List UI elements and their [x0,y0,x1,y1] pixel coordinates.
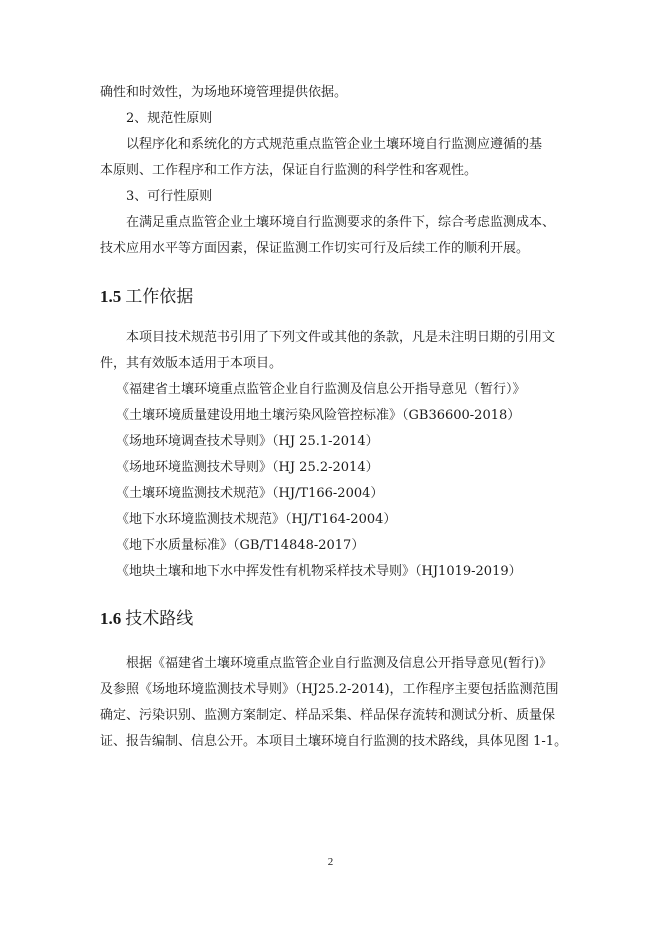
principle-heading: 3、可行性原则 [126,189,213,204]
body-line: 确定、污染识别、监测方案制定、样品采集、样品保存流转和测试分析、质量保 [100,708,556,723]
reference-item: 《场地环境调查技术导则》（HJ 25.1-2014） [116,434,379,449]
reference-item: 《福建省土壤环境重点监管企业自行监测及信息公开指导意见（暂行）》 [116,382,526,397]
body-line: 本原则、工作程序和工作方法，保证自行监测的科学性和客观性。 [100,163,478,178]
body-line: 在满足重点监管企业土壤环境自行监测要求的条件下，综合考虑监测成本、 [126,215,556,230]
reference-item: 《场地环境监测技术导则》（HJ 25.2-2014） [116,460,379,475]
page-number: 2 [327,856,334,868]
body-line: 技术应用水平等方面因素，保证监测工作切实可行及后续工作的顺利开展。 [100,241,530,256]
reference-item: 《土壤环境质量建设用地土壤污染风险管控标准》（GB36600-2018） [116,408,521,423]
reference-item: 《地下水环境监测技术规范》（HJ/T164-2004） [116,512,397,527]
reference-item: 《地下水质量标准》（GB/T14848-2017） [116,538,365,553]
section-heading-1-5 [100,286,193,308]
body-line: 及参照《场地环境监测技术导则》（HJ25.2-2014)，工作程序主要包括监测范围 [100,682,559,697]
body-line: 以程序化和系统化的方式规范重点监管企业土壤环境自行监测应遵循的基 [126,137,543,152]
body-line: 根据《福建省土壤环境重点监管企业自行监测及信息公开指导意见(暂行)》 [126,656,553,671]
section-heading-1-6 [100,608,193,630]
section-title: 技术路线 [125,609,194,629]
section-title: 工作依据 [125,287,194,307]
body-line: 本项目技术规范书引用了下列文件或其他的条款，凡是未注明日期的引用文 [126,330,556,345]
principle-heading: 2、规范性原则 [126,111,213,126]
body-line: 件，其有效版本适用于本项目。 [100,356,283,371]
body-line: 证、报告编制、信息公开。本项目土壤环境自行监测的技术路线，具体见图 1-1。 [100,734,568,749]
reference-item: 《地块土壤和地下水中挥发性有机物采样技术导则》（HJ1019-2019） [116,564,522,579]
section-number: 1.5 [100,287,122,306]
section-number: 1.6 [100,609,122,628]
body-line: 确性和时效性，为场地环境管理提供依据。 [100,85,348,100]
reference-item: 《土壤环境监测技术规范》（HJ/T166-2004） [116,486,384,501]
